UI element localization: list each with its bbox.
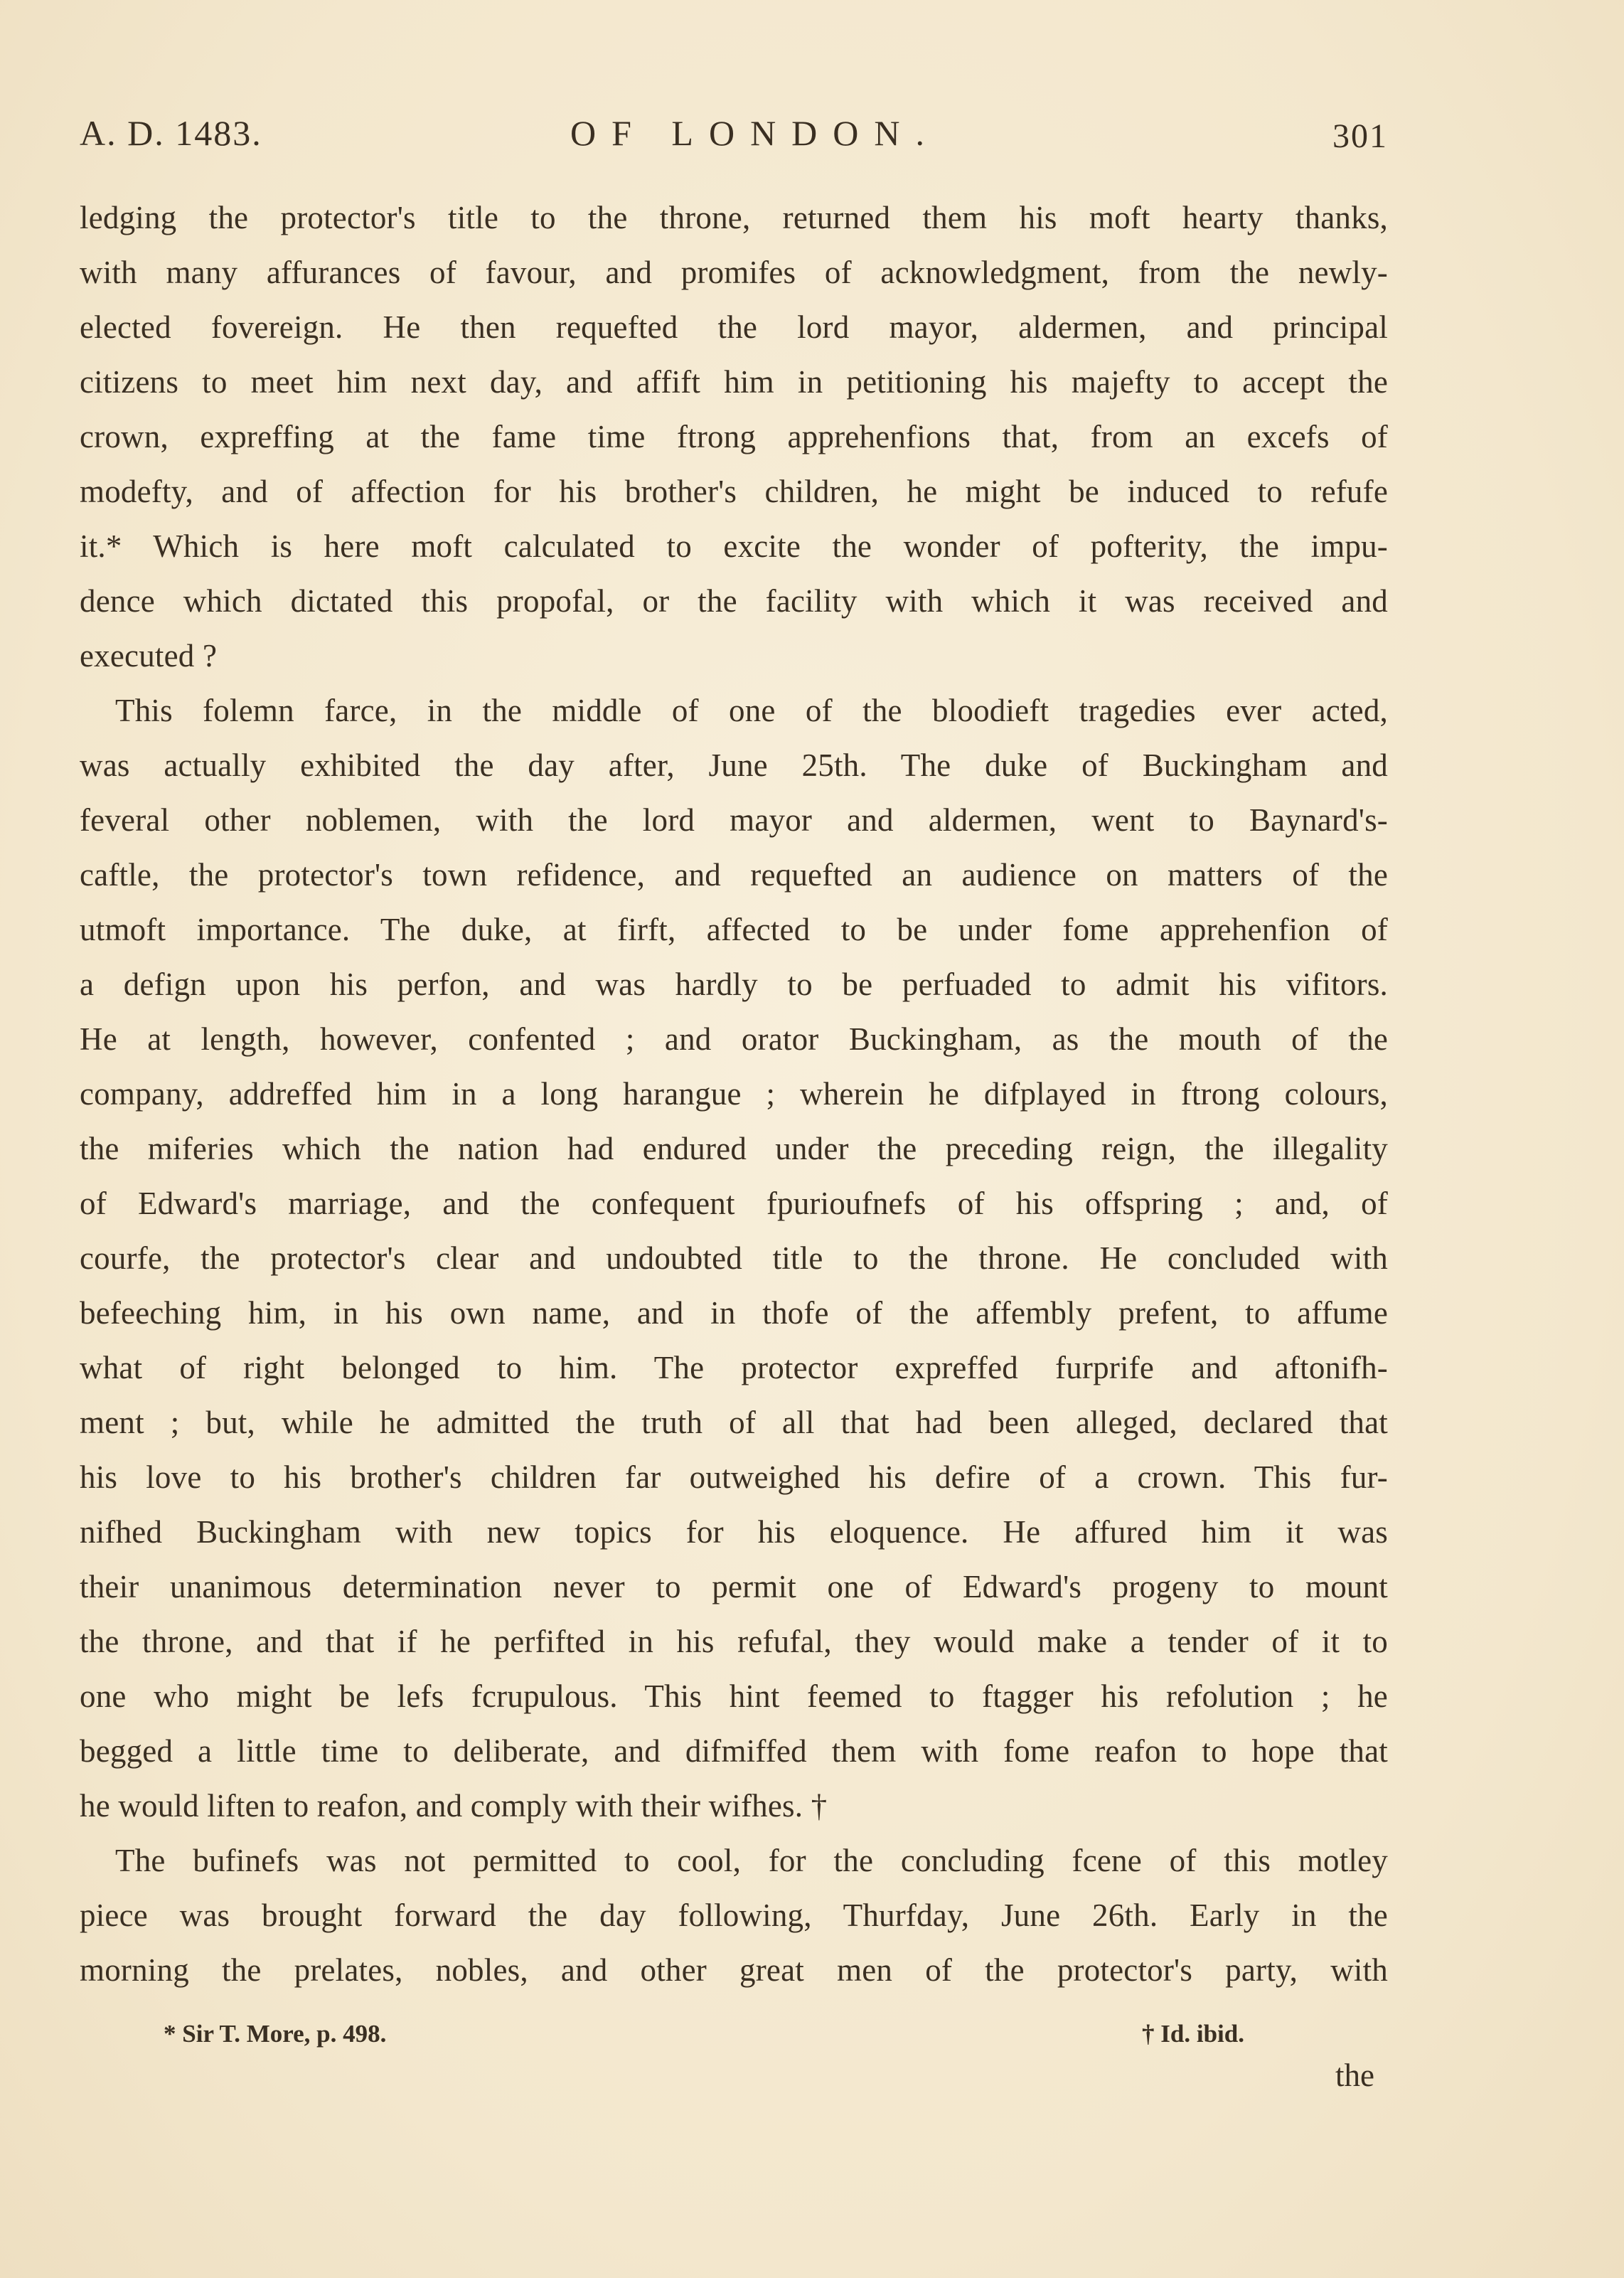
text-line: ment ; but, while he admitted the truth of all that had been alleged, declared that (80, 1405, 1388, 1440)
text-line: He at length, however, confented ; and orator Buckingham, as the mouth of the (80, 1021, 1388, 1057)
text-line: a defign upon his perfon, and was hardly to be perfuaded to admit his vifitors. (80, 967, 1388, 1002)
text-line: what of right belonged to him. The protector expreffed furprife and aftonifh- (80, 1350, 1388, 1385)
text-line: befeeching him, in his own name, and in thofe of the affembly prefent, to affume (80, 1295, 1388, 1331)
text-line: feveral other noblemen, with the lord mayor and aldermen, went to Baynard's- (80, 802, 1388, 838)
footnote-ibid: † Id. ibid. (1142, 2020, 1244, 2048)
text-line: begged a little time to deliberate, and difmiffed them with fome reafon to hope that (80, 1733, 1388, 1769)
text-line: The bufinefs was not permitted to cool, for the concluding fcene of this motley (115, 1843, 1388, 1878)
text-line: crown, expreffing at the fame time ftrong apprehenfions that, from an excefs of (80, 419, 1388, 454)
text-line: This folemn farce, in the middle of one of the bloodieft tragedies ever acted, (115, 693, 1388, 728)
text-line: modefty, and of affection for his brother's children, he might be induced to refufe (80, 474, 1388, 509)
text-line: was actually exhibited the day after, June 25th. The duke of Buckingham and (80, 747, 1388, 783)
text-line: the throne, and that if he perfifted in his refufal, they would make a tender of it to (80, 1624, 1388, 1659)
text-line: nifhed Buckingham with new topics for his eloquence. He affured him it was (80, 1514, 1388, 1550)
footnote-more: * Sir T. More, p. 498. (164, 2020, 387, 2048)
text-line: one who might be lefs fcrupulous. This hint feemed to ftagger his refolution ; he (80, 1678, 1388, 1714)
running-header (80, 112, 1388, 169)
text-line: the miferies which the nation had endured under the preceding reign, the illegality (80, 1131, 1388, 1166)
catchword: the (1335, 2058, 1374, 2093)
header-title: OF LONDON. (570, 113, 940, 153)
text-line: utmoft importance. The duke, at firft, affected to be under fome apprehenfion of (80, 912, 1388, 947)
text-line: it.* Which is here moft calculated to excite the wonder of pofterity, the impu- (80, 528, 1388, 564)
text-line: dence which dictated this propofal, or the facility with which it was received and (80, 583, 1388, 619)
text-line: company, addreffed him in a long harangue ; wherein he difplayed in ftrong colours, (80, 1076, 1388, 1112)
text-line: morning the prelates, nobles, and other great men of the protector's party, with (80, 1952, 1388, 1988)
text-line: their unanimous determination never to permit one of Edward's progeny to mount (80, 1569, 1388, 1604)
footnotes (164, 2020, 1244, 2063)
text-line: executed ? (80, 638, 218, 674)
text-line: courfe, the protector's clear and undoubted title to the throne. He concluded with (80, 1240, 1388, 1276)
body-text (80, 191, 1388, 1998)
text-line: with many affurances of favour, and promifes of acknowledgment, from the newly- (80, 255, 1388, 290)
header-year: A. D. 1483. (80, 113, 262, 153)
text-line: he would liften to reafon, and comply with their wifhes. † (80, 1788, 828, 1824)
text-line: elected fovereign. He then requefted the lord mayor, aldermen, and principal (80, 309, 1388, 345)
page-number: 301 (1332, 117, 1388, 155)
text-line: ledging the protector's title to the throne, returned them his moft hearty thanks, (80, 200, 1388, 235)
text-line: his love to his brother's children far outweighed his defire of a crown. This fur- (80, 1459, 1388, 1495)
text-line: citizens to meet him next day, and affift him in petitioning his majefty to accept the (80, 364, 1388, 400)
text-line: piece was brought forward the day following, Thurfday, June 26th. Early in the (80, 1898, 1388, 1933)
text-line: of Edward's marriage, and the confequent fpurioufnefs of his offspring ; and, of (80, 1186, 1388, 1221)
text-line: caftle, the protector's town refidence, and requefted an audience on matters of the (80, 857, 1388, 893)
